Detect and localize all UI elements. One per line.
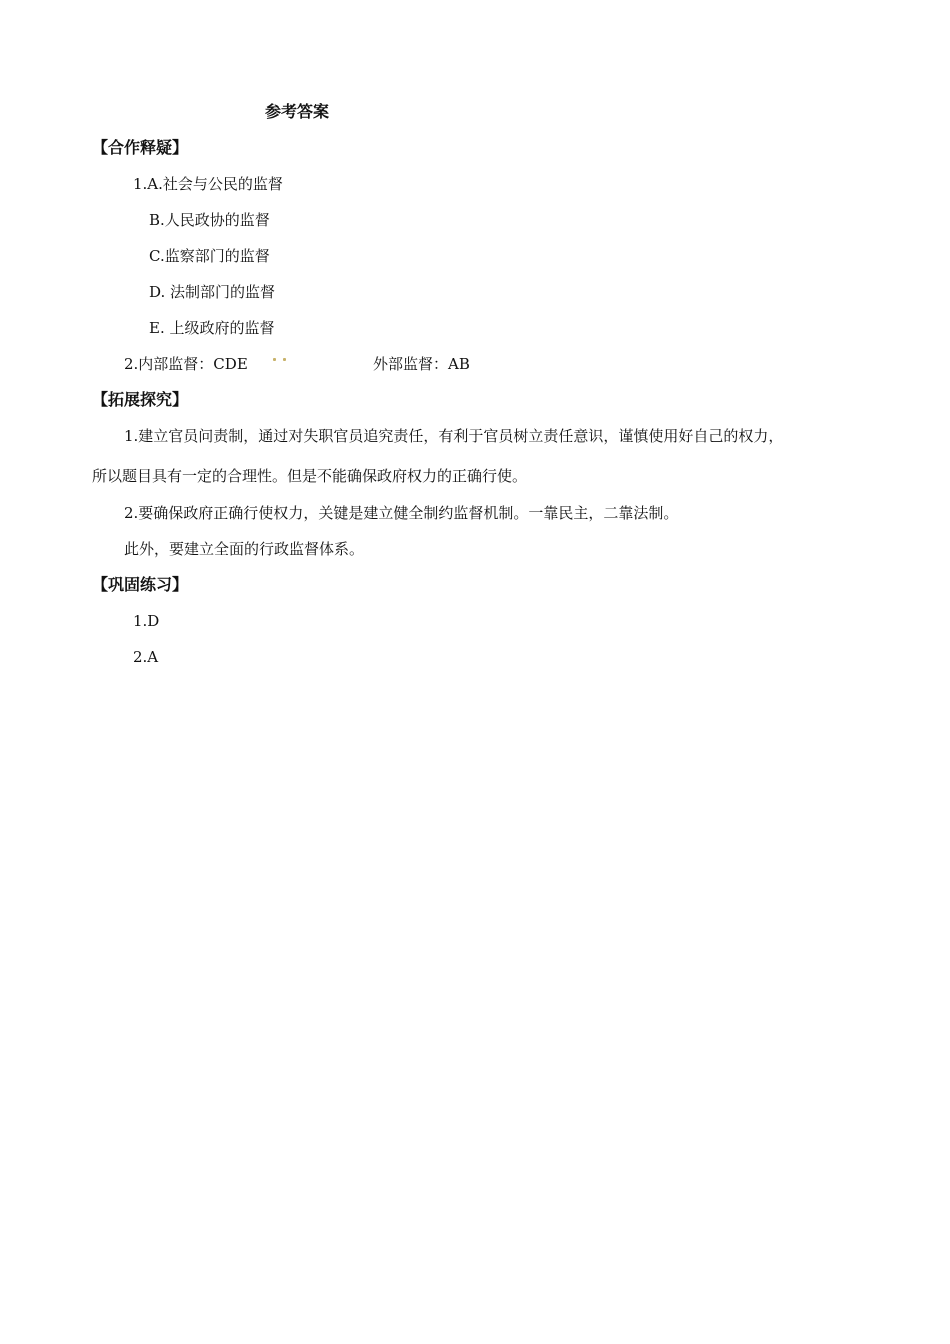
answer-1-a: 1.A.社会与公民的监督 [133, 175, 283, 193]
extension-paragraph-2-line-1: 2.要确保政府正确行使权力，关键是建立健全制约监督机制。一靠民主，二靠法制。 [124, 504, 679, 522]
answer-2-external: 外部监督：AB [373, 355, 470, 373]
dot-mark [283, 358, 286, 361]
extension-paragraph-1-line-2: 所以题目具有一定的合理性。但是不能确保政府权力的正确行使。 [92, 467, 528, 485]
decorative-dots [273, 358, 286, 361]
practice-answer-1: 1.D [133, 612, 160, 630]
section-heading-cooperation: 【合作释疑】 [92, 138, 189, 157]
answer-1-c: C.监察部门的监督 [149, 247, 270, 265]
section-heading-practice: 【巩固练习】 [92, 575, 189, 594]
answer-2-internal: 2.内部监督：CDE [124, 355, 248, 373]
answer-1-b: B.人民政协的监督 [149, 211, 270, 229]
extension-paragraph-2-line-2: 此外，要建立全面的行政监督体系。 [124, 540, 365, 558]
dot-mark [273, 358, 276, 361]
extension-paragraph-1-line-1: 1.建立官员问责制，通过对失职官员追究责任，有利于官员树立责任意识，谨慎使用好自己的权力， [124, 427, 784, 445]
answer-1-d: D. 法制部门的监督 [149, 283, 276, 301]
section-heading-extension: 【拓展探究】 [92, 390, 189, 409]
answer-1-e: E. 上级政府的监督 [149, 319, 275, 337]
practice-answer-2: 2.A [133, 648, 159, 666]
page-title: 参考答案 [265, 102, 330, 121]
